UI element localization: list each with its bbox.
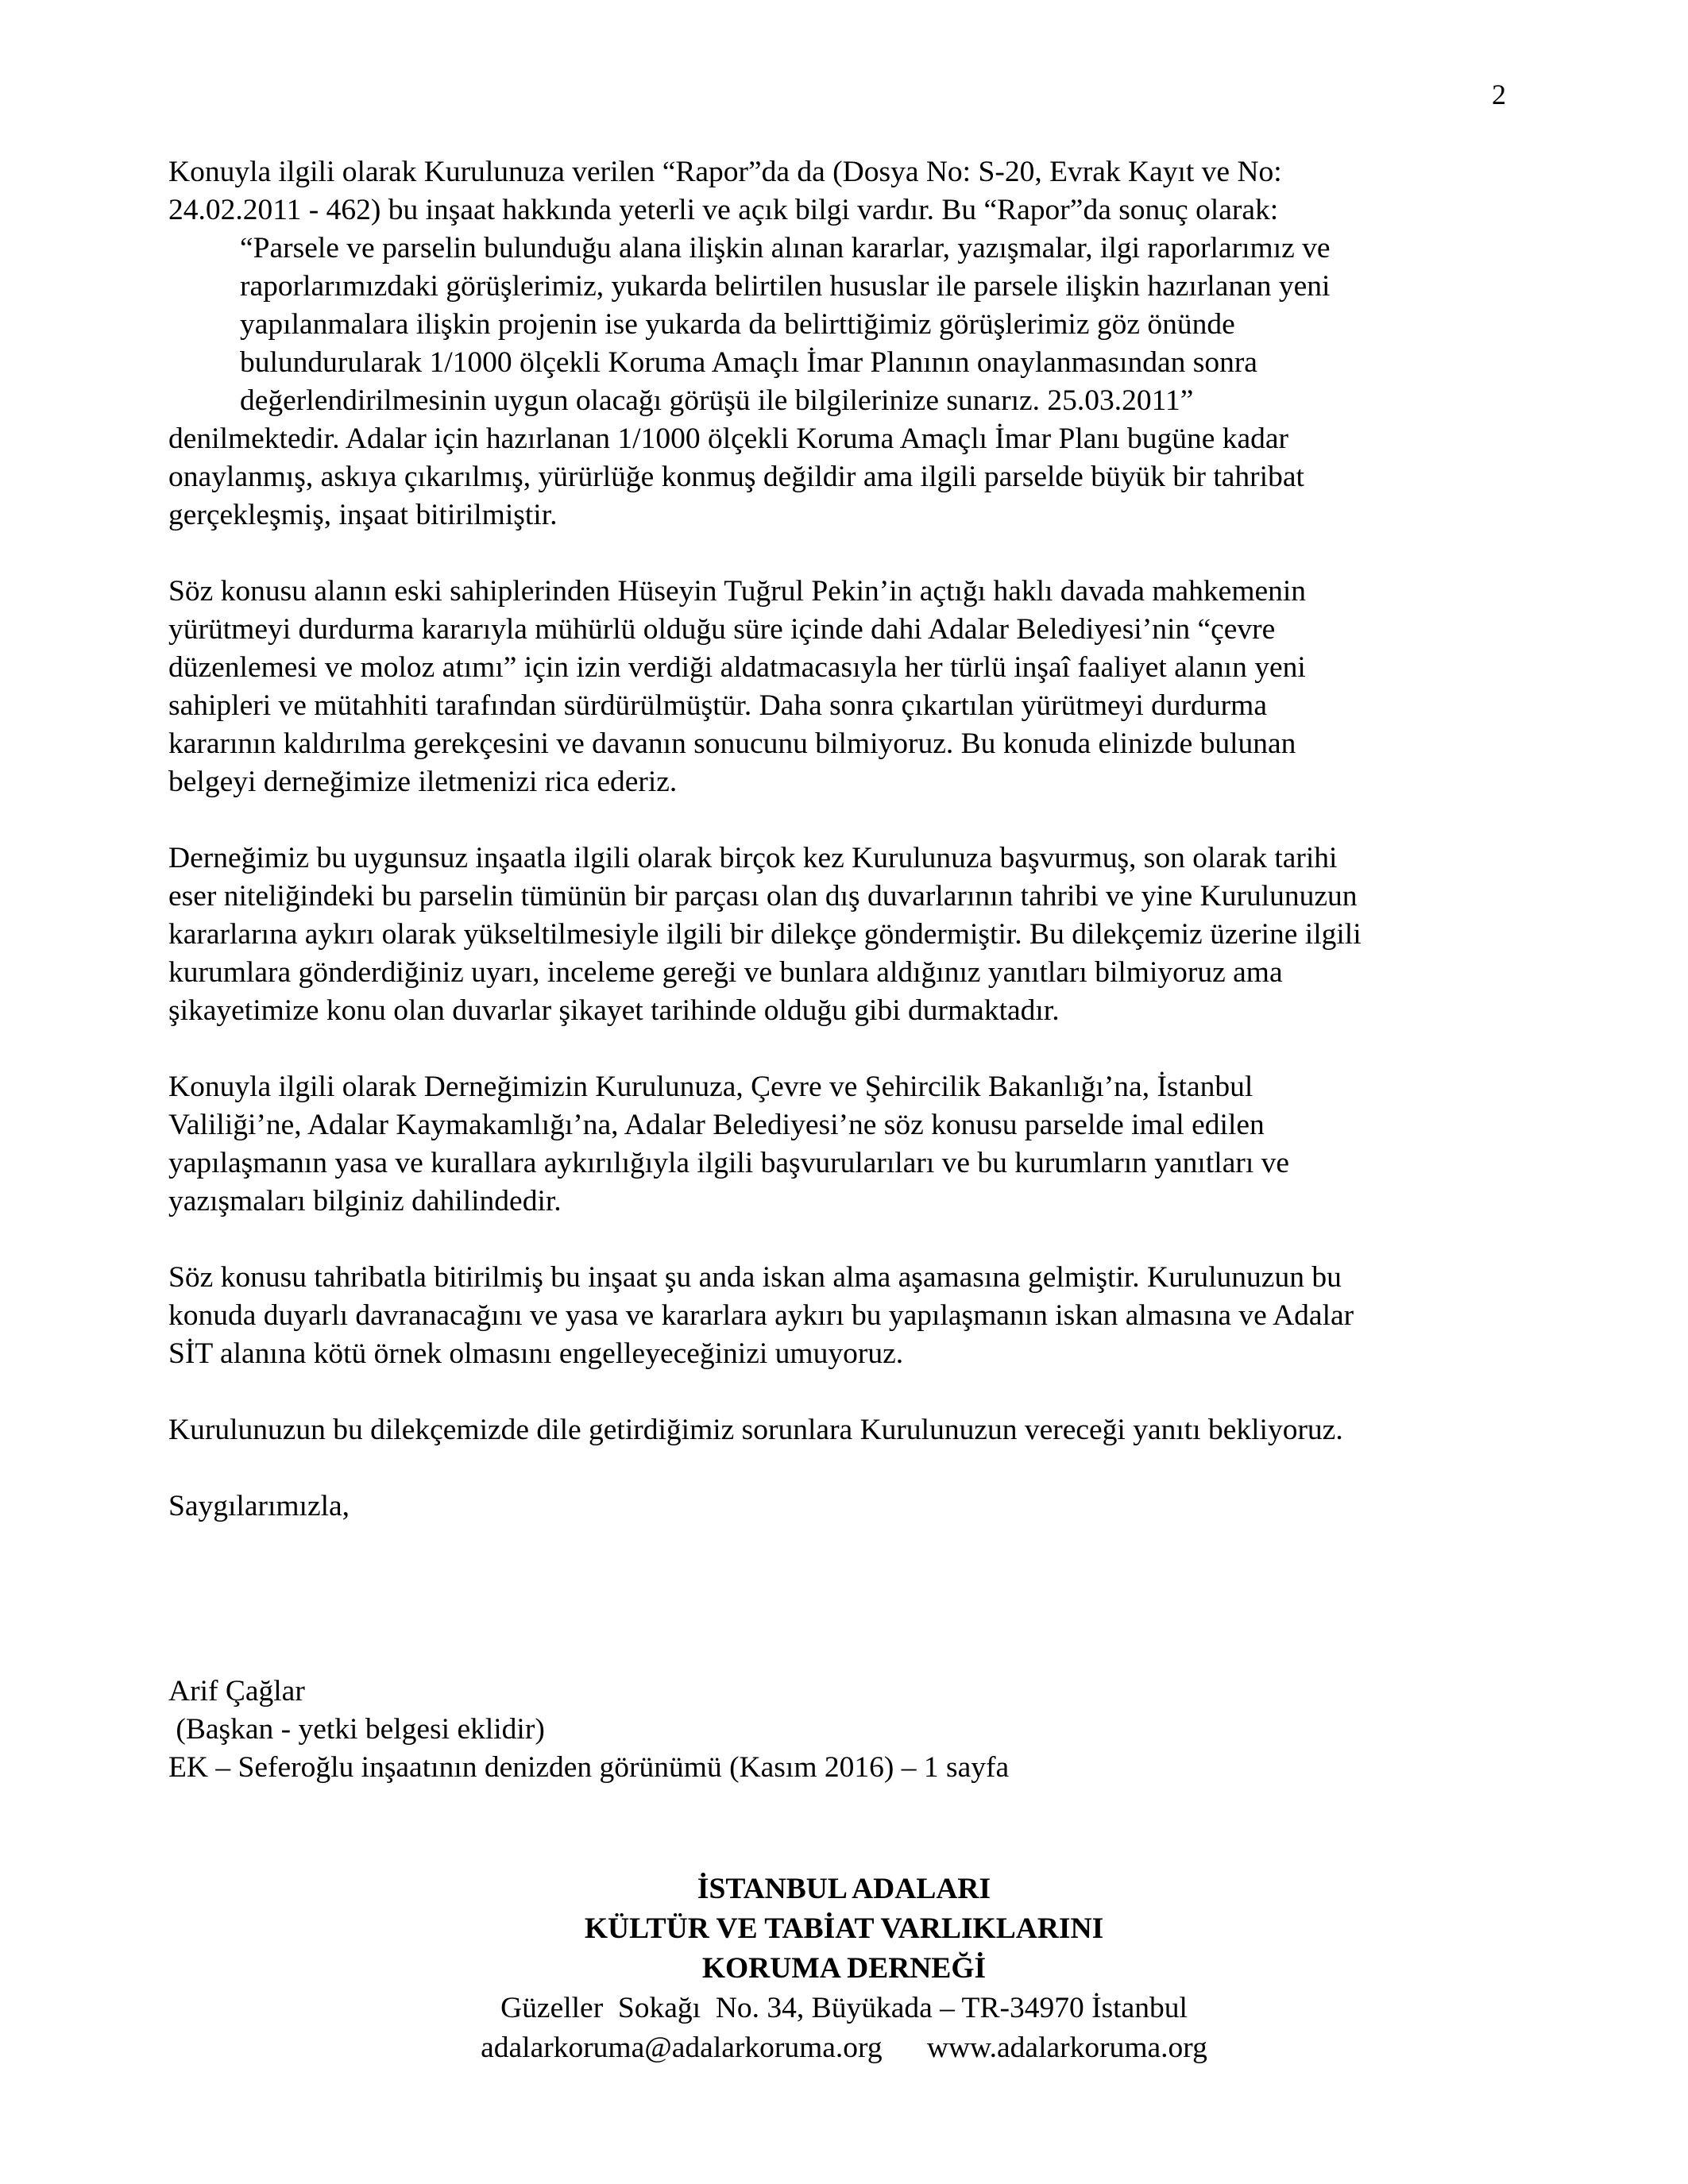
text-line: şikayetimize konu olan duvarlar şikayet tarihinde olduğu gibi durmaktadır.: [168, 994, 1060, 1027]
text-line: kararlarına aykırı olarak yükseltilmesiyle ilgili bir dilekçe göndermiştir. Bu dilekçemiz üzerine ilgili: [168, 918, 1362, 951]
org-name-line: KÜLTÜR VE TABİAT VARLIKLARINI: [584, 1912, 1104, 1945]
text-line: Konuyla ilgili olarak Kurulunuza verilen “Rapor”da da (Dosya No: S-20, Evrak Kayıt ve No:: [168, 156, 1282, 188]
letterhead-footer: [0, 1870, 1688, 2068]
text-line: gerçekleşmiş, inşaat bitirilmiştir.: [168, 499, 558, 531]
page-number: 2: [1492, 79, 1506, 110]
org-address: Güzeller Sokağı No. 34, Büyükada – TR-34970 İstanbul: [500, 1992, 1188, 2024]
text-line: yürütmeyi durdurma kararıyla mühürlü olduğu süre içinde dahi Adalar Belediyesi’nin “çevre: [168, 613, 1276, 646]
paragraph-iskan: [168, 1259, 1519, 1373]
paragraph-rapor: [168, 153, 1519, 534]
quote-line: değerlendirilmesinin uygun olacağı görüşü ile bilgilerinize sunarız. 25.03.2011”: [240, 384, 1194, 417]
signature-title: (Başkan - yetki belgesi eklidir): [168, 1713, 545, 1746]
attachment-note: EK – Seferoğlu inşaatının denizden görünümü (Kasım 2016) – 1 sayfa: [168, 1751, 1010, 1784]
letter-body: [168, 153, 1519, 1564]
text-line: kararının kaldırılma gerekçesini ve davanın sonucunu bilmiyoruz. Bu konuda elinizde bulunan: [168, 727, 1296, 760]
text-line: Söz konusu tahribatla bitirilmiş bu inşaat şu anda iskan alma aşamasına gelmiştir. Kurulunuzun bu: [168, 1261, 1342, 1294]
contact-line: [0, 2028, 1688, 2068]
text-line: konuda duyarlı davranacağını ve yasa ve kararlara aykırı bu yapılaşmanın iskan almasına ve Adalar: [168, 1299, 1354, 1332]
website-link[interactable]: www.adalarkoruma.org: [926, 2032, 1207, 2064]
text-line: SİT alanına kötü örnek olmasını engelleyeceğinizi umuyoruz.: [168, 1337, 904, 1370]
text-line: kurumlara gönderdiğiniz uyarı, inceleme gereği ve bunlara aldığınız yanıtları bilmiyoruz ama: [168, 956, 1283, 989]
signature-name: Arif Çağlar: [168, 1675, 305, 1707]
text-line: düzenlemesi ve moloz atımı” için izin verdiği aldatmacasıyla her türlü inşaî faaliyet alanın yeni: [168, 651, 1306, 684]
separator: [883, 2032, 927, 2064]
text-line: onaylanmış, askıya çıkarılmış, yürürlüğe konmuş değildir ama ilgili parselde büyük bir tahribat: [168, 461, 1304, 493]
text-line: Valiliği’ne, Adalar Kaymakamlığı’na, Adalar Belediyesi’ne söz konusu parselde imal edilen: [168, 1109, 1265, 1141]
paragraph-institutions: [168, 1068, 1519, 1221]
text-line: yapılaşmanın yasa ve kurallara aykırılığıyla ilgili başvurularıları ve bu kurumların yanıtları ve: [168, 1147, 1290, 1179]
quote-line: yapılanmalara ilişkin projenin ise yukarda da belirttiğimiz görüşlerimiz göz önünde: [240, 308, 1235, 341]
text-line: Derneğimiz bu uygunsuz inşaatla ilgili olarak birçok kez Kurulunuza başvurmuş, son olarak tarihi: [168, 842, 1338, 874]
text-line: yazışmaları bilginiz dahilindedir.: [168, 1185, 562, 1217]
text-line: denilmektedir. Adalar için hazırlanan 1/1000 ölçekli Koruma Amaçlı İmar Planı bugüne kadar: [168, 423, 1288, 455]
text-line: belgeyi derneğimize iletmenizi rica ederiz.: [168, 766, 678, 798]
paragraph-court-case: [168, 573, 1519, 801]
paragraph-request: [168, 1411, 1519, 1449]
org-name-line: KORUMA DERNEĞİ: [701, 1952, 987, 1985]
quote-line: bulundurularak 1/1000 ölçekli Koruma Amaçlı İmar Planının onaylanmasından sonra: [240, 346, 1257, 379]
text-line: sahipleri ve mütahhiti tarafından sürdürülmüştür. Daha sonra çıkartılan yürütmeyi durdurma: [168, 689, 1267, 722]
closing: Saygılarımızla,: [168, 1490, 350, 1522]
org-name-line: İSTANBUL ADALARI: [697, 1873, 991, 1905]
email-link[interactable]: adalarkoruma@adalarkoruma.org: [481, 2032, 883, 2064]
text-line: eser niteliğindeki bu parselin tümünün bir parçası olan dış duvarlarının tahribi ve yine Kurulunuzun: [168, 880, 1358, 913]
text-line: Söz konusu alanın eski sahiplerinden Hüseyin Tuğrul Pekin’in açtığı haklı davada mahkemenin: [168, 575, 1307, 608]
text-line: Konuyla ilgili olarak Derneğimizin Kurulunuza, Çevre ve Şehircilik Bakanlığı’na, İstanbul: [168, 1071, 1253, 1103]
quote-line: “Parsele ve parselin bulunduğu alana ilişkin alınan kararlar, yazışmalar, ilgi raporlarımız ve: [240, 232, 1331, 264]
quote-line: raporlarımızdaki görüşlerimiz, yukarda belirtilen hususlar ile parsele ilişkin hazırlanan yeni: [240, 270, 1331, 303]
text-line: 24.02.2011 - 462) bu inşaat hakkında yeterli ve açık bilgi vardır. Bu “Rapor”da sonuç olarak:: [168, 194, 1279, 226]
paragraph-applications: [168, 839, 1519, 1030]
text-line: Kurulunuzun bu dilekçemizde dile getirdiğimiz sorunlara Kurulunuzun vereceği yanıtı bekliyoruz.: [168, 1414, 1343, 1446]
